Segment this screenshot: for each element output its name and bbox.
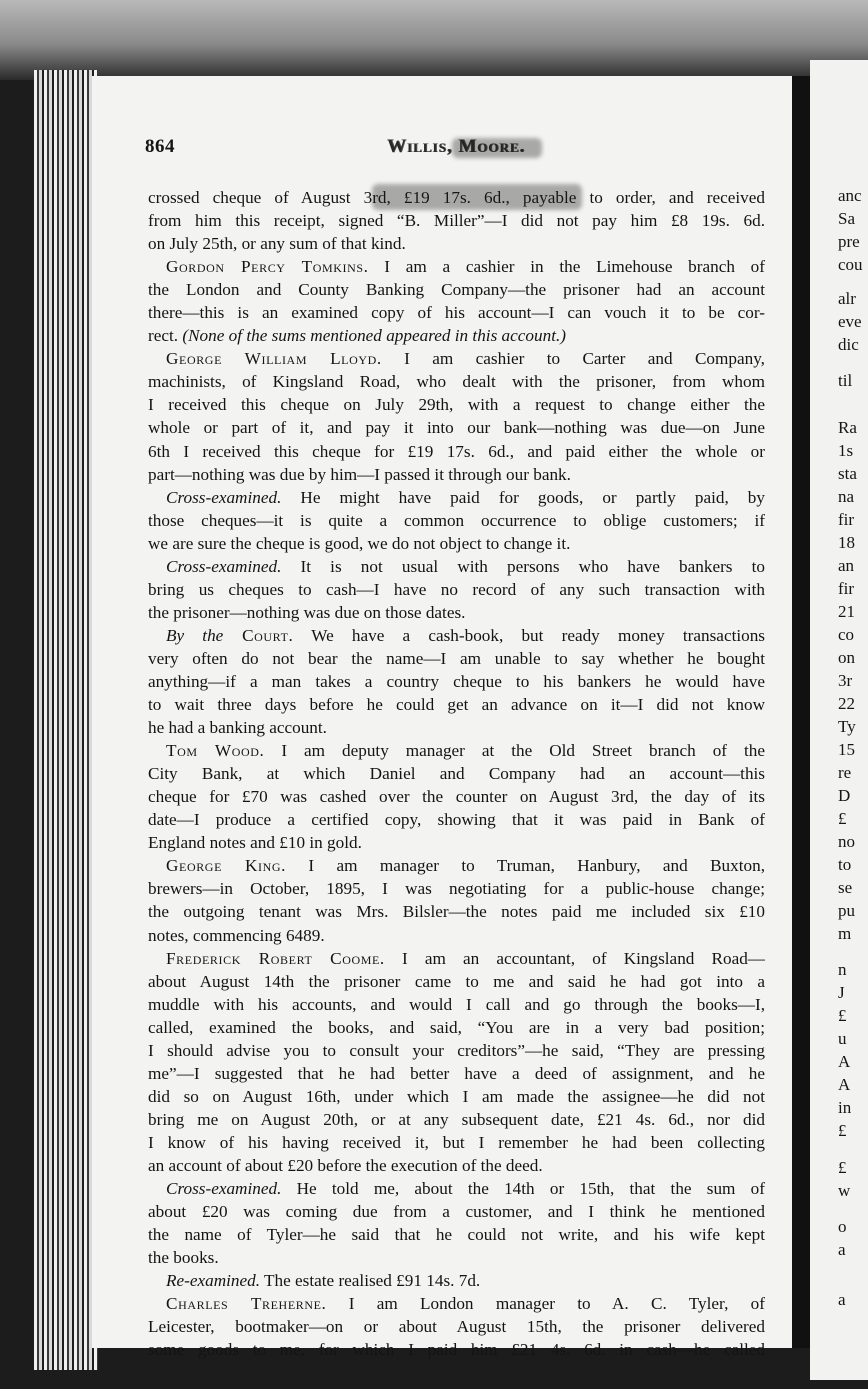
facing-page-text-fragment: £ — [838, 1006, 847, 1025]
facing-page-text-fragment: £ — [838, 1158, 847, 1177]
text-line — [148, 670, 765, 693]
line-text: I am an accountant, of Kingsland Road— — [384, 948, 765, 968]
facing-page-text-fragment: 3r — [838, 671, 853, 690]
italic-phrase: By the — [166, 625, 224, 645]
text-line — [148, 347, 765, 370]
line-text: me”—I suggested that he had better have a deed of assignment, and he — [148, 1063, 765, 1083]
text-line — [148, 278, 765, 301]
facing-page-text-fragment: pre — [838, 232, 860, 251]
text-line — [148, 854, 765, 877]
text-line — [148, 1016, 765, 1039]
speaker-name: George William Lloyd. — [166, 349, 382, 369]
speaker-name: Frederick Robert Coome. — [166, 948, 385, 968]
line-text: muddle with his accounts, and would I call and go through the books—I, — [148, 994, 765, 1014]
text-line — [148, 947, 765, 970]
facing-page-text-fragment: no — [838, 832, 855, 851]
facing-page-text-fragment: u — [838, 1029, 847, 1048]
text-line — [148, 1338, 765, 1361]
line-text: to wait three days before he could get an advance on it—I did not know — [148, 695, 765, 715]
speaker-name: Tom Wood. — [166, 741, 265, 761]
italic-phrase: (None of the sums mentioned appeared in this account.) — [182, 326, 566, 346]
text-line — [148, 301, 765, 324]
line-text: brewers—in October, 1895, I was negotiating for a public-house change; — [148, 879, 765, 899]
facing-page-text-fragment: dic — [838, 335, 859, 354]
ink-smudge — [452, 138, 542, 158]
line-text: whole or part of it, and pay it into our bank—nothing was due—on June — [148, 418, 765, 438]
facing-page-text-fragment: n — [838, 960, 847, 979]
text-line — [148, 808, 765, 831]
speaker-name: Court. — [223, 625, 294, 645]
text-line — [148, 370, 765, 393]
line-text: the name of Tyler—he said that he could not write, and his wife kept — [148, 1225, 765, 1245]
running-title: Willis, Moore. — [387, 136, 526, 157]
text-line — [148, 762, 765, 785]
line-text: I know of his having received it, but I remember he had been collecting — [148, 1132, 765, 1152]
line-text: some goods to me, for which I paid him £21 4s. 6d. in cash—he called — [148, 1340, 765, 1360]
text-line — [148, 1223, 765, 1246]
speaker-name: George King. — [166, 856, 287, 876]
text-line — [148, 1246, 765, 1269]
page-edges-stack — [34, 70, 98, 1370]
facing-page-text-fragment: anc — [838, 186, 862, 205]
text-line — [148, 647, 765, 670]
text-line — [148, 393, 765, 416]
facing-page-text-fragment: re — [838, 763, 852, 782]
line-text: bring us cheques to cash—I have no record of any such transaction with — [148, 579, 765, 599]
italic-phrase: Cross-examined. — [166, 556, 282, 576]
text-line — [148, 739, 765, 762]
text-line — [148, 716, 765, 739]
line-text: machinists, of Kingsland Road, who dealt with the prisoner, from whom — [148, 372, 765, 392]
facing-page-text-fragment: na — [838, 487, 855, 506]
line-text: 6th I received this cheque for £19 17s. 6d., and paid either the whole or — [148, 441, 765, 461]
text-line — [148, 1154, 765, 1177]
text-line — [148, 1039, 765, 1062]
text-line — [148, 924, 765, 947]
facing-page-text-fragment: A — [838, 1052, 851, 1071]
text-line — [148, 785, 765, 808]
line-text: we are sure the cheque is good, we do not object to change it. — [148, 533, 571, 553]
line-text: those cheques—it is quite a common occurrence to oblige customers; if — [148, 510, 765, 530]
facing-page-text-fragment: to — [838, 855, 852, 874]
facing-page-text-fragment: Ty — [838, 717, 856, 736]
text-line — [148, 509, 765, 532]
line-text: on July 25th, or any sum of that kind. — [148, 234, 406, 254]
facing-page-text-fragment: A — [838, 1075, 851, 1094]
text-line — [148, 440, 765, 463]
speaker-name: Gordon Percy Tomkins. — [166, 257, 369, 277]
text-line — [148, 601, 765, 624]
text-line — [148, 624, 765, 647]
facing-page-text-fragment: J — [838, 983, 845, 1002]
line-text: I am London manager to A. C. Tyler, of — [326, 1294, 765, 1314]
text-line — [148, 900, 765, 923]
facing-page-text-fragment: 15 — [838, 740, 855, 759]
facing-page-text-fragment: D — [838, 786, 851, 805]
line-text: I am manager to Truman, Hanbury, and Buxton, — [286, 856, 765, 876]
facing-page-text-fragment: co — [838, 625, 855, 644]
facing-page-text-fragment: cou — [838, 255, 863, 274]
ink-smudge — [372, 184, 582, 210]
facing-page-text-fragment: a — [838, 1240, 846, 1259]
facing-page-text-fragment: 22 — [838, 694, 855, 713]
text-line — [148, 532, 765, 555]
facing-page-text-fragment: fir — [838, 510, 855, 529]
line-text: bring me on August 20th, or at any subsequent date, £21 4s. 6d., nor did — [148, 1109, 765, 1129]
line-text: I am cashier to Carter and Company, — [381, 349, 765, 369]
text-line — [148, 1200, 765, 1223]
text-line — [148, 693, 765, 716]
facing-page-text-fragment: 18 — [838, 533, 855, 552]
line-text: part—nothing was due by him—I passed it through our bank. — [148, 464, 571, 484]
text-line — [148, 232, 765, 255]
facing-page-text-fragment: a — [838, 1290, 846, 1309]
facing-page-text-fragment: 1s — [838, 441, 854, 460]
facing-page-text-fragment: pu — [838, 901, 855, 920]
text-line — [148, 970, 765, 993]
line-text: the books. — [148, 1248, 219, 1268]
speaker-name: Charles Treherne. — [166, 1294, 327, 1314]
text-line — [148, 1269, 765, 1292]
line-text: the outgoing tenant was Mrs. Bilsler—the notes paid me included six £10 — [148, 902, 765, 922]
facing-page-text-fragment: in — [838, 1098, 852, 1117]
line-text: the prisoner—nothing was due on those dates. — [148, 602, 466, 622]
facing-page-text-fragment: an — [838, 556, 855, 575]
line-text: We have a cash-book, but ready money transactions — [293, 625, 765, 645]
line-text: anything—if a man takes a country cheque to his bankers he would have — [148, 671, 765, 691]
italic-phrase: Re-examined. — [166, 1271, 261, 1291]
text-line — [148, 1177, 765, 1200]
italic-phrase: Cross-examined. — [166, 1179, 282, 1199]
facing-page-text-fragment: 21 — [838, 602, 855, 621]
facing-page-text-fragment: on — [838, 648, 855, 667]
line-text: called, examined the books, and said, “You are in a very bad position; — [148, 1017, 765, 1037]
line-text: he had a banking account. — [148, 718, 327, 738]
facing-page-text-fragment: w — [838, 1181, 851, 1200]
line-text: I should advise you to consult your creditors”—he said, “They are pressing — [148, 1040, 765, 1060]
line-text: England notes and £10 in gold. — [148, 833, 362, 853]
line-text: about August 14th the prisoner came to me and said he had got into a — [148, 971, 765, 991]
text-line — [148, 416, 765, 439]
line-text: It is not usual with persons who have bankers to — [281, 556, 765, 576]
italic-phrase: Cross-examined. — [166, 487, 282, 507]
facing-page-text-fragment: £ — [838, 1121, 847, 1140]
line-text: rect. — [148, 326, 183, 346]
line-text: from him this receipt, signed “B. Miller”—I did not pay him £8 19s. 6d. — [148, 211, 765, 231]
line-text: He might have paid for goods, or partly paid, by — [281, 487, 765, 507]
facing-page-text-fragment: fir — [838, 579, 855, 598]
line-text: I am a cashier in the Limehouse branch of — [368, 257, 765, 277]
line-text: cheque for £70 was cashed over the counter on August 3rd, the day of its — [148, 787, 765, 807]
text-line — [148, 831, 765, 854]
text-line — [148, 578, 765, 601]
line-text: The estate realised £91 14s. 7d. — [260, 1271, 481, 1291]
facing-page-text-fragment: eve — [838, 312, 862, 331]
facing-page-text-fragment: alr — [838, 289, 856, 308]
line-text: about £20 was coming due from a customer, and I think he mentioned — [148, 1202, 765, 1222]
facing-page-text-fragment: m — [838, 924, 852, 943]
facing-page-fragment — [810, 60, 868, 1380]
text-line — [148, 255, 765, 278]
facing-page-text-fragment: Sa — [838, 209, 855, 228]
text-line — [148, 1292, 765, 1315]
line-text: date—I produce a certified copy, showing that it was paid in Bank of — [148, 810, 765, 830]
text-line — [148, 324, 765, 347]
text-line — [148, 993, 765, 1016]
facing-page-text-fragment: til — [838, 371, 853, 390]
text-line — [148, 1108, 765, 1131]
text-line — [148, 486, 765, 509]
line-text: did so on August 16th, under which I am made the assignee—he did not — [148, 1086, 765, 1106]
line-text: the London and County Banking Company—the prisoner had an account — [148, 280, 765, 300]
line-text: I received this cheque on July 29th, with a request to change either the — [148, 395, 765, 415]
text-line — [148, 877, 765, 900]
facing-page-text-fragment: sta — [838, 464, 857, 483]
text-line — [148, 1062, 765, 1085]
line-text: there—this is an examined copy of his account—I can vouch it to be cor- — [148, 303, 765, 323]
line-text: He told me, about the 14th or 15th, that the sum of — [281, 1179, 765, 1199]
text-line — [148, 1085, 765, 1108]
line-text: notes, commencing 6489. — [148, 925, 325, 945]
scan-background-top — [0, 0, 868, 80]
text-line — [148, 463, 765, 486]
line-text: I am deputy manager at the Old Street branch of the — [264, 741, 765, 761]
facing-page-text-fragment: se — [838, 878, 853, 897]
facing-page-text-fragment: £ — [838, 809, 847, 828]
text-line — [148, 1131, 765, 1154]
book-spine — [792, 76, 810, 1348]
text-line — [148, 555, 765, 578]
line-text: an account of about £20 before the execution of the deed. — [148, 1155, 543, 1175]
facing-page-text-fragment: o — [838, 1217, 847, 1236]
text-line — [148, 1315, 765, 1338]
line-text: Leicester, bootmaker—on or about August 15th, the prisoner delivered — [148, 1317, 765, 1337]
facing-page-text-fragment: Ra — [838, 418, 857, 437]
line-text: crossed cheque of August 3rd, £19 17s. 6d., payable to order, and received — [148, 188, 765, 207]
page-body-text — [148, 186, 765, 1361]
page-number: 864 — [145, 136, 175, 157]
line-text: very often do not bear the name—I am unable to say whether he bought — [148, 648, 765, 668]
text-line — [148, 209, 765, 232]
line-text: City Bank, at which Daniel and Company had an account—this — [148, 764, 765, 784]
